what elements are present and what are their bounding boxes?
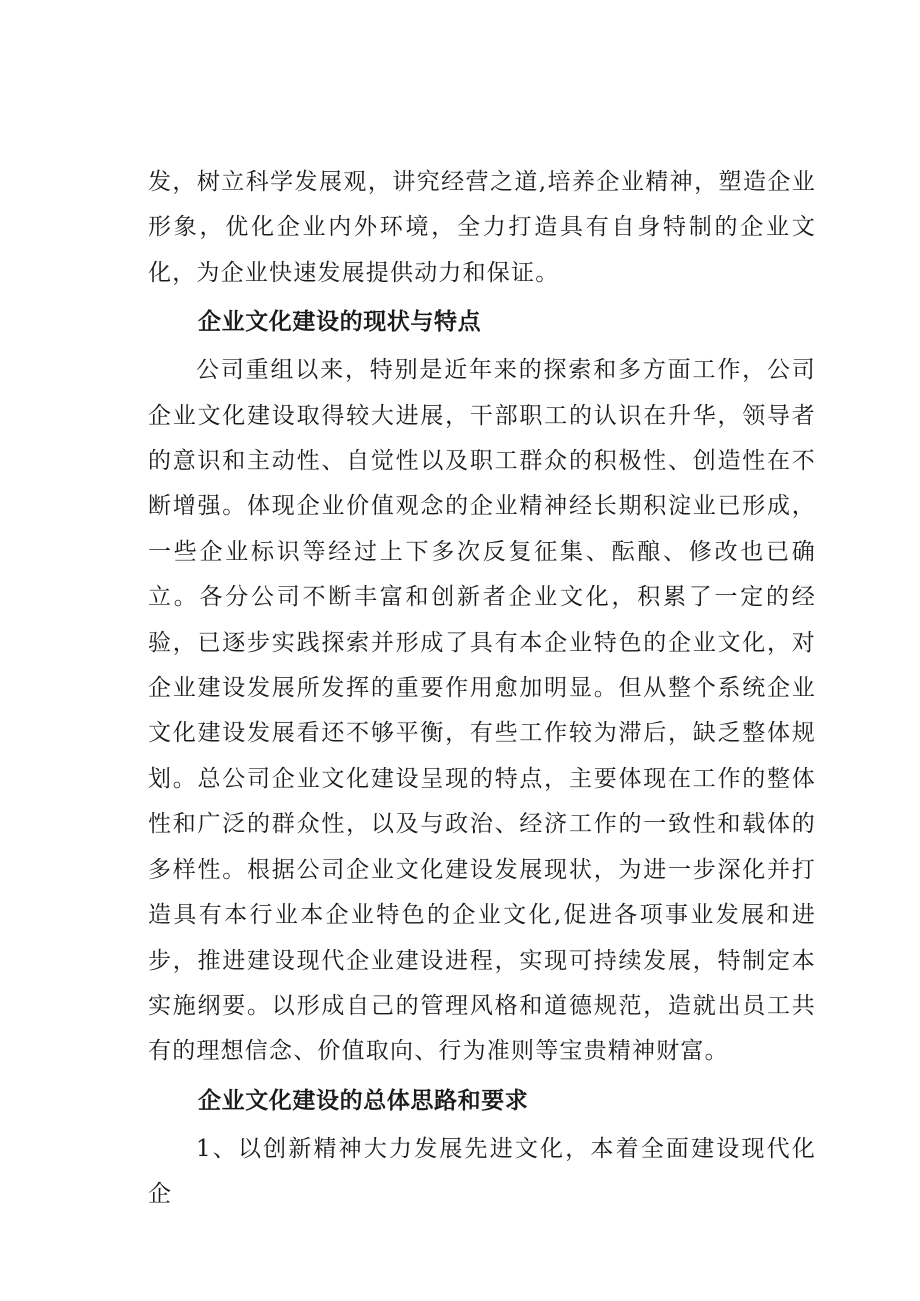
section-heading: 企业文化建设的总体思路和要求 <box>198 1087 529 1114</box>
document-body <box>148 160 816 1218</box>
body-paragraph: 发，树立科学发展观，讲究经营之道,培养企业精神，塑造企业形象，优化企业内外环境，全力打造具有自身特制的企业文化，为企业快速发展提供动力和保证。 <box>148 169 816 286</box>
body-paragraph: 公司重组以来，特别是近年来的探索和多方面工作，公司企业文化建设取得较大进展，干部职工的认识在升华，领导者的意识和主动性、自觉性以及职工群众的积极性、创造性在不断增强。体现企业价值观念的企业精神经长期积淀业已形成，一些企业标识等经过上下多次反复征集、酝酿、修改也已确立。各分公司不断丰富和创新者企业文化，积累了一定的经验，已逐步实践探索并形成了具有本企业特色的企业文化，对企业建设发展所发挥的重要作用愈加明显。但从整个系统企业文化建设发展看还不够平衡，有些工作较为滞后，缺乏整体规划。总公司企业文化建设呈现的特点，主要体现在工作的整体性和广泛的群众性，以及与政治、经济工作的一致性和载体的多样性。根据公司企业文化建设发展现状，为进一步深化并打造具有本行业本企业特色的企业文化,促进各项事业发展和进步，推进建设现代企业建设进程，实现可持续发展，特制定本实施纲要。以形成自己的管理风格和道德规范，造就出员工共有的理想信念、价值取向、行为准则等宝贵精神财富。 <box>148 357 816 1065</box>
section-heading: 企业文化建设的现状与特点 <box>198 309 482 336</box>
body-paragraph: 1、以创新精神大力发展先进文化，本着全面建设现代化企 <box>148 1135 816 1208</box>
